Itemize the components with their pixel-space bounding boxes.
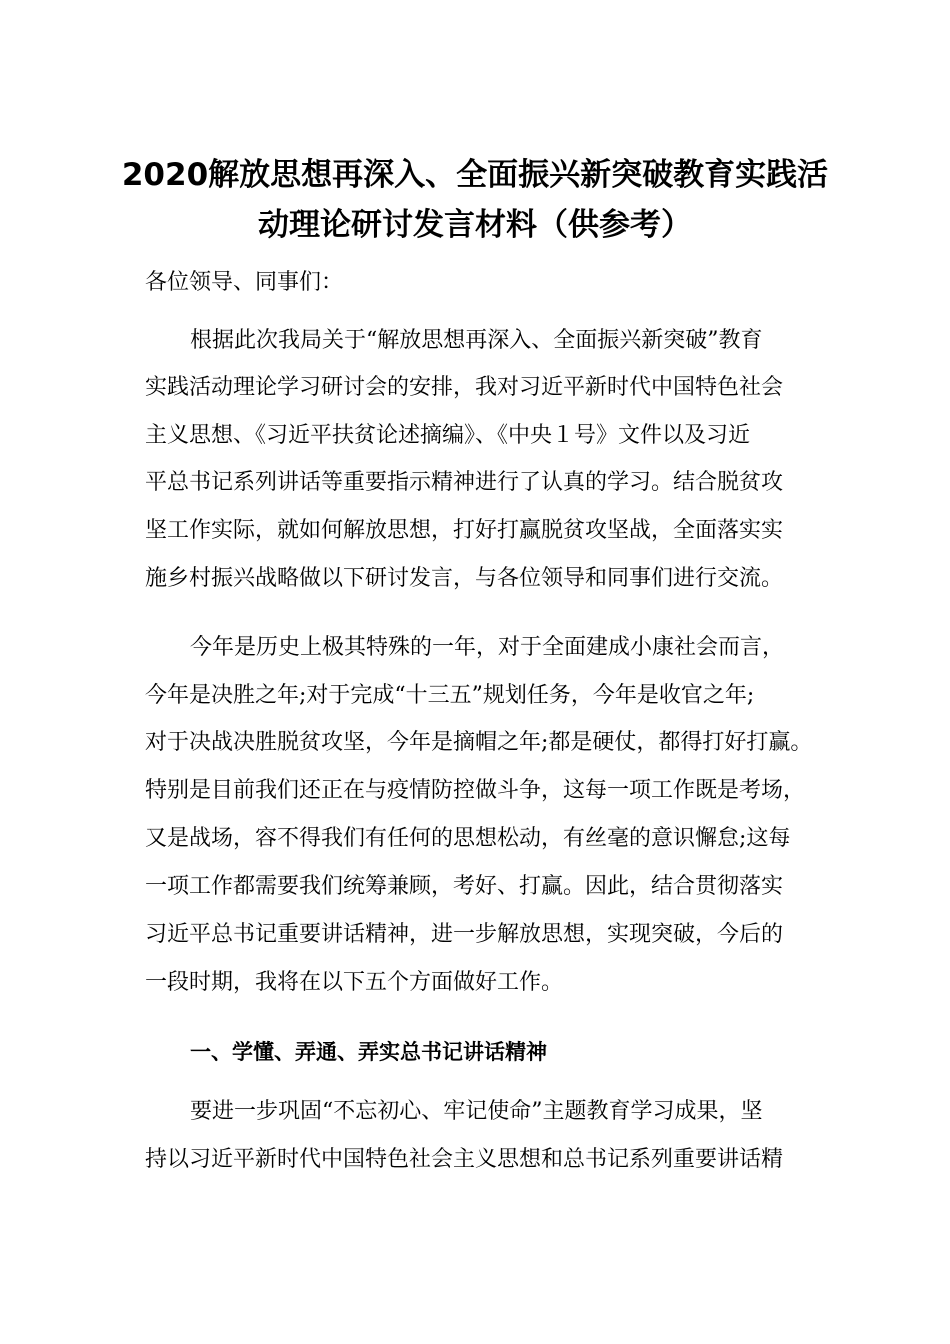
paragraph-2-line-2: 今年是决胜之年;对于完成“十三五”规划任务，今年是收官之年; bbox=[145, 683, 755, 708]
paragraph-1-line-4: 平总书记系列讲话等重要指示精神进行了认真的学习。结合脱贫攻 bbox=[145, 470, 784, 495]
paragraph-1-line-3: 主义思想、《习近平扶贫论述摘编》、《中央１号》文件以及习近 bbox=[145, 423, 751, 448]
document-title-line-1: 2020解放思想再深入、全面振兴新突破教育实践活 bbox=[121, 157, 829, 193]
paragraph-1-line-6: 施乡村振兴战略做以下研讨发言，与各位领导和同事们进行交流。 bbox=[145, 566, 784, 591]
paragraph-2-line-4: 特别是目前我们还正在与疫情防控做斗争，这每一项工作既是考场， bbox=[145, 778, 806, 803]
paragraph-2-line-6: 一项工作都需要我们统筹兼顾，考好、打赢。因此，结合贯彻落实 bbox=[145, 874, 784, 899]
paragraph-1-line-5: 坚工作实际，就如何解放思想，打好打赢脱贫攻坚战，全面落实实 bbox=[145, 518, 784, 543]
paragraph-2-line-5: 又是战场，容不得我们有任何的思想松动，有丝毫的意识懈怠;这每 bbox=[145, 826, 791, 851]
paragraph-1-line-2: 实践活动理论学习研讨会的安排，我对习近平新时代中国特色社会 bbox=[145, 375, 784, 400]
paragraph-1-line-1: 根据此次我局关于“解放思想再深入、全面振兴新突破”教育 bbox=[190, 328, 763, 353]
salutation: 各位领导、同事们： bbox=[145, 270, 344, 295]
section-1-heading: 一、学懂、弄通、弄实总书记讲话精神 bbox=[190, 1040, 547, 1064]
paragraph-2-line-1: 今年是历史上极其特殊的一年，对于全面建成小康社会而言， bbox=[190, 635, 785, 660]
document-title-line-2: 动理论研讨发言材料（供参考） bbox=[258, 207, 692, 243]
paragraph-2-line-3: 对于决战决胜脱贫攻坚，今年是摘帽之年;都是硬仗，都得打好打赢。 bbox=[145, 730, 813, 755]
paragraph-2-line-8: 一段时期，我将在以下五个方面做好工作。 bbox=[145, 970, 564, 995]
paragraph-3-line-1: 要进一步巩固“不忘初心、牢记使命”主题教育学习成果，坚 bbox=[190, 1099, 763, 1124]
paragraph-3-line-2: 持以习近平新时代中国特色社会主义思想和总书记系列重要讲话精 bbox=[145, 1147, 784, 1172]
paragraph-2-line-7: 习近平总书记重要讲话精神，进一步解放思想，实现突破，今后的 bbox=[145, 922, 784, 947]
